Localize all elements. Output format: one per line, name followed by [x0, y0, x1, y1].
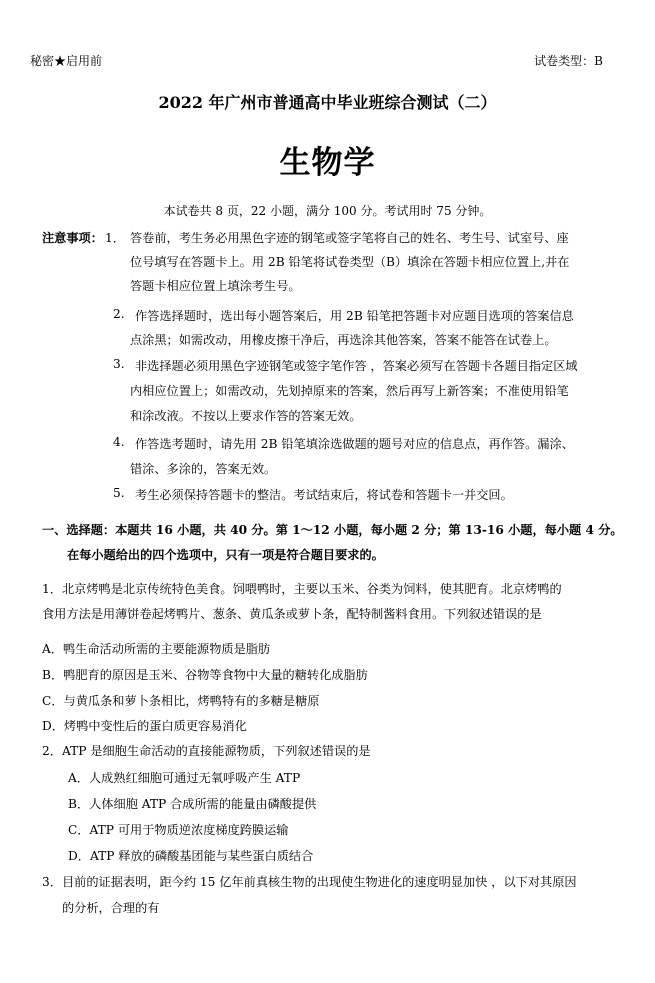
exam-info: 本试卷共 8 页，22 小题，满分 100 分。考试用时 75 分钟。: [163, 204, 492, 218]
note-5-line: 考生必须保持答题卡的整洁。考试结束后，将试卷和答题卡一并交回。: [135, 488, 513, 502]
question-2-stem: 2．ATP 是细胞生命活动的直接能源物质，下列叙述错误的是: [42, 744, 371, 758]
note-4-line: 错涂、多涂的，答案无效。: [130, 462, 277, 476]
question-1-option-d: D．烤鸭中变性后的蛋白质更容易消化: [42, 719, 247, 733]
question-1-option-c: C．与黄瓜条和萝卜条相比，烤鸭特有的多糖是糖原: [42, 694, 320, 708]
note-4-number: 4.: [113, 435, 125, 449]
note-3-number: 3.: [113, 357, 125, 371]
question-2-option-c: C．ATP 可用于物质逆浓度梯度跨膜运输: [68, 823, 289, 837]
note-5-number: 5.: [113, 486, 125, 500]
note-2-line: 点涂黑；如需改动，用橡皮擦干净后，再选涂其他答案，答案不能答在试卷上。: [130, 333, 557, 347]
note-3-line: 内相应位置上；如需改动，先划掉原来的答案，然后再写上新答案；不准使用铅笔: [130, 384, 569, 398]
note-4-line: 作答选考题时，请先用 2B 铅笔填涂选做题的题号对应的信息点，再作答。漏涂、: [135, 437, 574, 451]
note-3-line: 非选择题必须用黑色字迹钢笔或签字笔作答 ，答案必须写在答题卡各题目指定区域: [135, 359, 578, 373]
section-1-line: 一、选择题：本题共 16 小题，共 40 分。第 1～12 小题，每小题 2 分；第 13-16 小题，每小题 4 分。: [42, 523, 623, 537]
secret-label: 秘密★启用前: [30, 54, 103, 68]
note-1-line: 答卷前，考生务必用黑色字迹的钢笔或签字笔将自己的姓名、考生号、试室号、座: [130, 231, 569, 245]
question-2-option-d: D．ATP 释放的磷酸基团能与某些蛋白质结合: [68, 849, 314, 863]
note-2-number: 2.: [113, 307, 125, 321]
paper-type-label: 试卷类型：B: [534, 54, 603, 68]
note-2-line: 作答选择题时，选出每小题答案后，用 2B 铅笔把答题卡对应题目选项的答案信息: [135, 309, 574, 323]
section-1-line: 在每小题给出的四个选项中，只有一项是符合题目要求的。: [67, 548, 384, 562]
note-1-line: 答题卡相应位置上填涂考生号。: [130, 279, 301, 293]
question-3-stem: 的分析，合理的有: [62, 901, 160, 915]
exam-title: 2022 年广州市普通高中毕业班综合测试（二）: [158, 93, 497, 112]
question-1-stem: 食用方法是用薄饼卷起烤鸭片、葱条、黄瓜条或萝卜条，配特制酱料食用。下列叙述错误的是: [42, 607, 542, 621]
notes-label: 注意事项：: [42, 231, 103, 245]
note-3-line: 和涂改液。不按以上要求作答的答案无效。: [130, 409, 362, 423]
question-3-stem: 3．目前的证据表明，距今约 15 亿年前真核生物的出现使生物进化的速度明显加快 ，以下对其原因: [42, 875, 577, 889]
question-2-option-a: A．人成熟红细胞可通过无氧呼吸产生 ATP: [68, 771, 301, 785]
note-1-line: 位号填写在答题卡上。用 2B 铅笔将试卷类型（B）填涂在答题卡相应位置上,并在: [130, 255, 570, 269]
question-1-stem: 1．北京烤鸭是北京传统特色美食。饲喂鸭时，主要以玉米、谷类为饲料，使其肥育。北京烤鸭的: [42, 582, 562, 596]
note-1-number: 1．: [105, 231, 125, 245]
question-1-option-a: A．鸭生命活动所需的主要能源物质是脂肪: [42, 642, 271, 656]
subject-title: 生物学: [279, 145, 376, 181]
question-1-option-b: B．鸭肥育的原因是玉米、谷物等食物中大量的糖转化成脂肪: [42, 668, 368, 682]
question-2-option-b: B．人体细胞 ATP 合成所需的能量由磷酸提供: [68, 797, 317, 811]
